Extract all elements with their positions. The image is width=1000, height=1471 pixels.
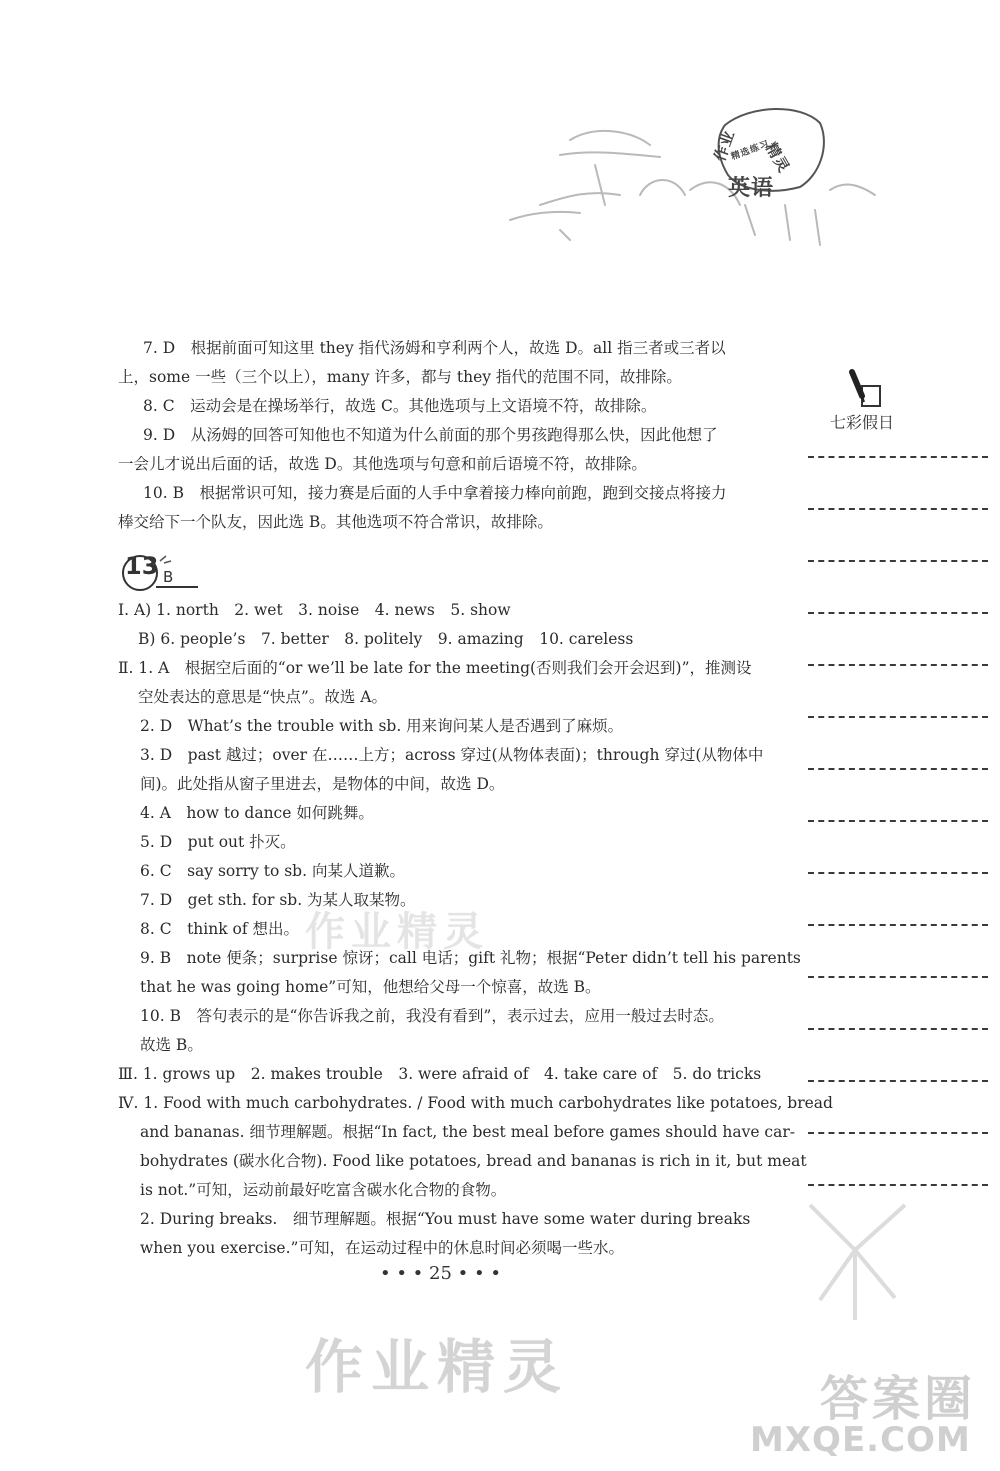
answer-line: 上，some 一些（三个以上），many 许多，都与 they 指代的范围不同，故排除。 — [118, 368, 682, 386]
note-line — [808, 716, 988, 718]
answer-line: Ⅲ. 1. grows up 2. makes trouble 3. were afraid of 4. take care of 5. do tricks — [118, 1065, 762, 1083]
answer-line: 9. D 从汤姆的回答可知他也不知道为什么前面的那个男孩跑得那么快，因此他想了 — [143, 426, 718, 444]
answer-line: 10. B 答句表示的是“你告诉我之前，我没有看到”，表示过去，应用一般过去时态。 — [140, 1007, 724, 1025]
answer-line: 2. D What’s the trouble with sb. 用来询问某人是否遇到了麻烦。 — [140, 717, 624, 735]
answer-line: 故选 B。 — [140, 1036, 203, 1054]
sketch-decoration-icon — [500, 95, 890, 255]
answer-line: and bananas. 细节理解题。根据“In fact, the best meal before games should have car- — [140, 1123, 795, 1141]
answer-line: Ⅳ. 1. Food with much carbohydrates. / Food with much carbohydrates like potatoes, bread — [118, 1094, 833, 1112]
answer-line: 3. D past 越过；over 在……上方；across 穿过(从物体表面)；through 穿过(从物体中 — [140, 746, 764, 764]
answer-line: 2. During breaks. 细节理解题。根据“You must have some water during breaks — [140, 1210, 751, 1228]
unit-letter: B — [163, 568, 174, 586]
note-line — [808, 456, 988, 458]
watermark-url: MXQE.COM — [750, 1420, 971, 1460]
note-line — [808, 768, 988, 770]
answer-line: 5. D put out 扑灭。 — [140, 833, 296, 851]
pen-notebook-icon — [848, 368, 884, 410]
note-line — [808, 508, 988, 510]
note-line — [808, 1132, 988, 1134]
answer-line: 8. C think of 想出。 — [140, 920, 300, 938]
watermark-logo: 答案圈 — [820, 1371, 977, 1427]
answer-line: 4. A how to dance 如何跳舞。 — [140, 804, 374, 822]
note-line — [808, 1080, 988, 1082]
answer-line: when you exercise.”可知，在运动过程中的休息时间必须喝一些水。 — [140, 1239, 624, 1257]
answer-line: Ⅰ. A) 1. north 2. wet 3. noise 4. news 5. show — [118, 601, 511, 619]
watermark-bottom: 作业精灵 — [305, 1333, 570, 1401]
note-line — [808, 664, 988, 666]
answer-line: is not.”可知，运动前最好吃富含碳水化合物的食物。 — [140, 1181, 507, 1199]
note-line — [808, 924, 988, 926]
answer-line: 一会儿才说出后面的话，故选 D。其他选项与句意和前后语境不符，故排除。 — [118, 455, 647, 473]
answer-line: 9. B note 便条；surprise 惊讶；call 电话；gift 礼物；根据“Peter didn’t tell his parents — [140, 949, 801, 967]
note-line — [808, 612, 988, 614]
note-line — [808, 872, 988, 874]
answer-line: 6. C say sorry to sb. 向某人道歉。 — [140, 862, 405, 880]
sidebar-label: 七彩假日 — [830, 413, 895, 432]
note-line — [808, 820, 988, 822]
answer-line: 棒交给下一个队友，因此选 B。其他选项不符合常识，故排除。 — [118, 513, 553, 531]
header-decoration — [500, 95, 890, 255]
answer-line: 间)。此处指从窗子里进去，是物体的中间，故选 D。 — [140, 775, 505, 793]
answer-line: 7. D 根据前面可知这里 they 指代汤姆和亨利两个人，故选 D。all 指三者或三者以 — [143, 339, 726, 357]
answer-line: bohydrates (碳水化合物). Food like potatoes, bread and bananas is rich in it, but meat — [140, 1152, 807, 1170]
unit-number: 13 — [125, 552, 159, 580]
stamp-subject-text: 英语 — [728, 175, 775, 201]
page-number: • • • 25 • • • — [380, 1263, 501, 1284]
answer-line: 10. B 根据常识可知，接力赛是后面的人手中拿着接力棒向前跑，跑到交接点将接力 — [143, 484, 727, 502]
answer-line: 7. D get sth. for sb. 为某人取某物。 — [140, 891, 416, 909]
note-line — [808, 1028, 988, 1030]
answer-line: that he was going home”可知，他想给父母一个惊喜，故选 B。 — [140, 978, 601, 996]
windmill-watermark-icon — [780, 1180, 930, 1330]
note-line — [808, 976, 988, 978]
stamp-top-text: 作业 — [710, 127, 739, 164]
note-line — [808, 560, 988, 562]
stamp-right-text: 精灵 — [761, 139, 794, 177]
answer-line: 8. C 运动会是在操场举行，故选 C。其他选项与上文语境不符，故排除。 — [143, 397, 657, 415]
watermark-middle: 作业精灵 — [305, 909, 489, 955]
answer-line: B) 6. people’s 7. better 8. politely 9. amazing 10. careless — [138, 630, 634, 648]
answer-line: 空处表达的意思是“快点”。故选 A。 — [138, 688, 387, 706]
stamp-small-text: 精选练习 — [730, 139, 772, 163]
answer-line: Ⅱ. 1. A 根据空后面的“or we’ll be late for the meeting(否则我们会开会迟到)”，推测设 — [118, 659, 752, 677]
